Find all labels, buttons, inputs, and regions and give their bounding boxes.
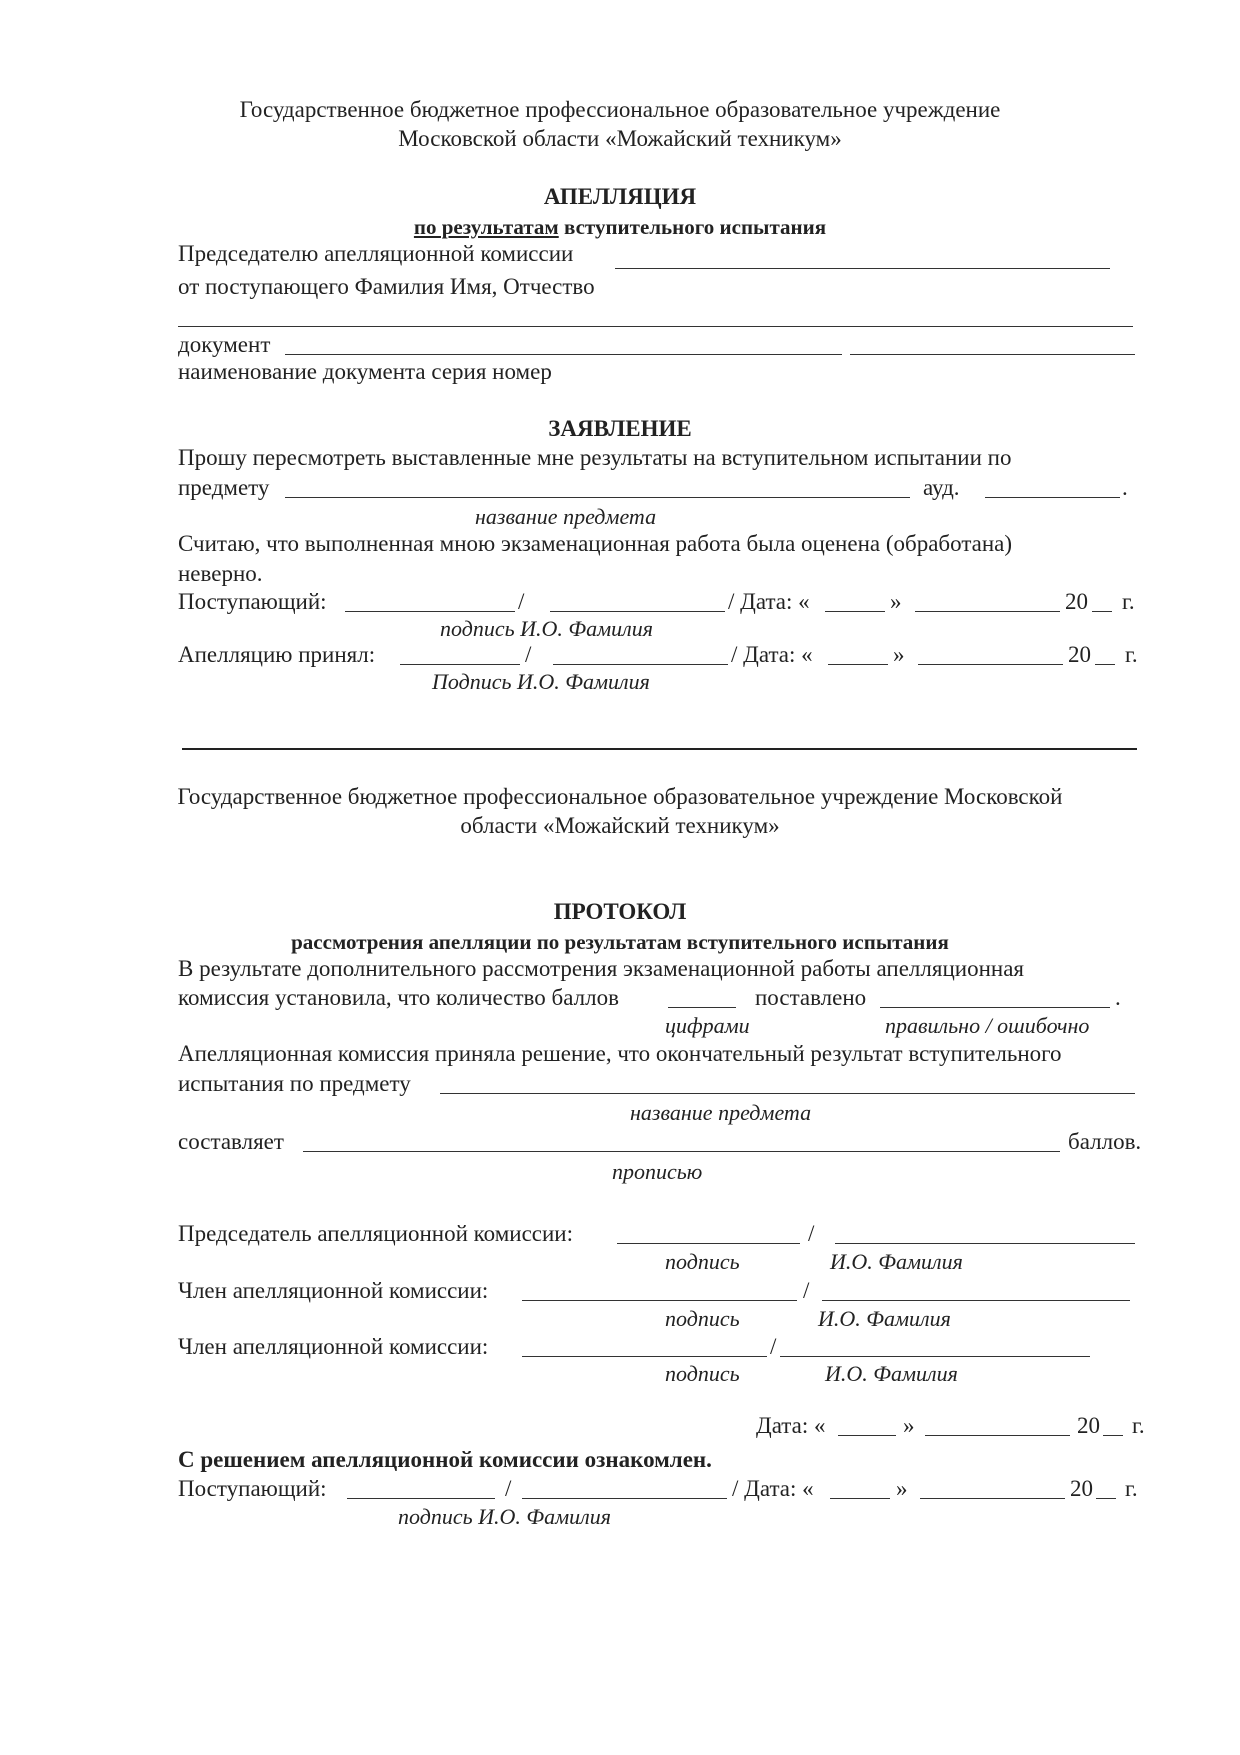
subject-caption: название предмета bbox=[475, 504, 657, 529]
slash: / bbox=[770, 1334, 777, 1359]
year-field[interactable] bbox=[1103, 1435, 1123, 1436]
words-caption: прописью bbox=[612, 1159, 703, 1184]
protocol-subtitle: рассмотрения апелляции по результатам вступительного испытания bbox=[291, 930, 949, 954]
protocol-header-line1: Государственное бюджетное профессиональное образовательное учреждение Московской bbox=[177, 784, 1063, 809]
applicant-sign-caption: подпись И.О. Фамилия bbox=[440, 616, 653, 641]
final-date-label: / Дата: « bbox=[732, 1476, 814, 1501]
year-field[interactable] bbox=[1096, 1498, 1116, 1499]
result-period: . bbox=[1115, 985, 1121, 1010]
document-label: документ bbox=[178, 332, 271, 357]
year-field[interactable] bbox=[1092, 611, 1112, 612]
protocol-subject-field[interactable] bbox=[440, 1093, 1135, 1094]
protocol-header-line2: области «Можайский техникум» bbox=[460, 813, 780, 838]
protocol-date-label: Дата: « bbox=[756, 1413, 826, 1438]
date-close-quote: » bbox=[896, 1476, 908, 1501]
applicant-fullname-field[interactable] bbox=[550, 611, 725, 612]
assigned-label: поставлено bbox=[755, 985, 867, 1010]
member2-signature-field[interactable] bbox=[522, 1356, 767, 1357]
year-suffix: г. bbox=[1122, 589, 1135, 614]
protocol-subject-caption: название предмета bbox=[630, 1100, 812, 1125]
chairman-label: Председатель апелляционной комиссии: bbox=[178, 1221, 574, 1246]
decision-line1: Апелляционная комиссия приняла решение, что окончательный результат вступительного bbox=[178, 1041, 1062, 1066]
document-name-field[interactable] bbox=[285, 354, 842, 355]
member1-name-caption: И.О. Фамилия bbox=[818, 1306, 951, 1331]
date-close-quote: » bbox=[893, 642, 905, 667]
slash: / bbox=[803, 1278, 810, 1303]
correct-incorrect-caption: правильно / ошибочно bbox=[885, 1013, 1090, 1038]
date-close-quote: » bbox=[890, 589, 902, 614]
year-field[interactable] bbox=[1095, 664, 1115, 665]
consider-line1: Считаю, что выполненная мною экзаменационная работа была оценена (обработана) bbox=[178, 531, 1013, 556]
result-line1: В результате дополнительного рассмотрения экзаменационной работы апелляционная bbox=[178, 956, 1024, 981]
correctness-field[interactable] bbox=[880, 1007, 1110, 1008]
request-line1: Прошу пересмотреть выставленные мне результаты на вступительном испытании по bbox=[178, 445, 1012, 470]
appeal-subtitle-underlined: по результатам bbox=[413, 215, 559, 239]
document-number-field[interactable] bbox=[850, 354, 1135, 355]
section-divider bbox=[182, 748, 1137, 750]
final-applicant-label: Поступающий: bbox=[178, 1476, 327, 1501]
date-day-field[interactable] bbox=[825, 611, 885, 612]
member2-fullname-field[interactable] bbox=[780, 1356, 1090, 1357]
appeal-subtitle-rest: вступительного испытания bbox=[558, 215, 827, 239]
accepted-label: Апелляцию принял: bbox=[178, 642, 376, 667]
from-applicant-label: от поступающего Фамилия Имя, Отчество bbox=[178, 274, 595, 299]
member2-label: Член апелляционной комиссии: bbox=[178, 1334, 489, 1359]
member1-fullname-field[interactable] bbox=[822, 1300, 1130, 1301]
points-label: баллов. bbox=[1068, 1129, 1142, 1154]
year-suffix: г. bbox=[1125, 642, 1138, 667]
date-label: / Дата: « bbox=[728, 589, 810, 614]
consider-line2: неверно. bbox=[178, 561, 263, 586]
accepted-sign-caption: Подпись И.О. Фамилия bbox=[432, 669, 650, 694]
year-prefix: 20 bbox=[1077, 1413, 1100, 1438]
statement-title: ЗАЯВЛЕНИЕ bbox=[548, 416, 692, 441]
result-line2-text: комиссия установила, что количество баллов bbox=[178, 985, 619, 1010]
year-prefix: 20 bbox=[1065, 589, 1088, 614]
document-caption: наименование документа серия номер bbox=[178, 359, 552, 384]
chairman-sign-caption: подпись bbox=[665, 1249, 740, 1274]
year-suffix: г. bbox=[1125, 1476, 1138, 1501]
date-label: / Дата: « bbox=[731, 642, 813, 667]
member1-sign-caption: подпись bbox=[665, 1306, 740, 1331]
date-month-field[interactable] bbox=[915, 611, 1060, 612]
year-prefix: 20 bbox=[1070, 1476, 1093, 1501]
appeal-title: АПЕЛЛЯЦИЯ bbox=[543, 184, 697, 209]
appeal-subtitle bbox=[0, 213, 1240, 241]
room-field[interactable] bbox=[985, 497, 1120, 498]
institution-header-line2: Московской области «Можайский техникум» bbox=[398, 126, 842, 151]
final-date-month-field[interactable] bbox=[920, 1498, 1065, 1499]
acquainted-statement: С решением апелляционной комиссии ознакомлен. bbox=[178, 1447, 712, 1472]
member2-sign-caption: подпись bbox=[665, 1361, 740, 1386]
chairman-name-caption: И.О. Фамилия bbox=[830, 1249, 963, 1274]
subject-label: предмету bbox=[178, 475, 270, 500]
slash: / bbox=[808, 1221, 815, 1246]
protocol-date-month-field[interactable] bbox=[925, 1435, 1070, 1436]
year-suffix: г. bbox=[1132, 1413, 1145, 1438]
member1-signature-field[interactable] bbox=[522, 1300, 797, 1301]
institution-header-line1: Государственное бюджетное профессиональное образовательное учреждение bbox=[239, 97, 1001, 122]
applicant-signature-field[interactable] bbox=[345, 611, 515, 612]
points-words-field[interactable] bbox=[303, 1151, 1060, 1152]
chairman-fullname-field[interactable] bbox=[835, 1243, 1135, 1244]
slash: / bbox=[525, 642, 532, 667]
final-applicant-fullname-field[interactable] bbox=[522, 1498, 727, 1499]
final-applicant-sign-caption: подпись И.О. Фамилия bbox=[398, 1504, 611, 1529]
date-close-quote: » bbox=[903, 1413, 915, 1438]
amounts-label: составляет bbox=[178, 1129, 284, 1154]
applicant-label: Поступающий: bbox=[178, 589, 327, 614]
final-applicant-signature-field[interactable] bbox=[347, 1498, 495, 1499]
request-period: . bbox=[1122, 475, 1128, 500]
final-date-day-field[interactable] bbox=[830, 1498, 890, 1499]
member2-name-caption: И.О. Фамилия bbox=[825, 1361, 958, 1386]
chairman-name-field[interactable] bbox=[615, 268, 1110, 269]
to-chairman-label: Председателю апелляционной комиссии bbox=[178, 241, 574, 266]
applicant-name-field[interactable] bbox=[178, 326, 1133, 327]
points-digits-field[interactable] bbox=[668, 1007, 736, 1008]
accepted-fullname-field[interactable] bbox=[553, 664, 728, 665]
room-label: ауд. bbox=[923, 475, 960, 500]
slash: / bbox=[518, 589, 525, 614]
date-month-field[interactable] bbox=[918, 664, 1063, 665]
subject-field[interactable] bbox=[285, 497, 910, 498]
protocol-title: ПРОТОКОЛ bbox=[553, 899, 687, 924]
decision-line2: испытания по предмету bbox=[178, 1071, 411, 1096]
chairman-signature-field[interactable] bbox=[617, 1243, 800, 1244]
date-day-field[interactable] bbox=[828, 664, 888, 665]
protocol-date-day-field[interactable] bbox=[838, 1435, 896, 1436]
year-prefix: 20 bbox=[1068, 642, 1091, 667]
accepted-signature-field[interactable] bbox=[400, 664, 520, 665]
digits-caption: цифрами bbox=[665, 1013, 750, 1038]
slash: / bbox=[505, 1476, 512, 1501]
member1-label: Член апелляционной комиссии: bbox=[178, 1278, 489, 1303]
